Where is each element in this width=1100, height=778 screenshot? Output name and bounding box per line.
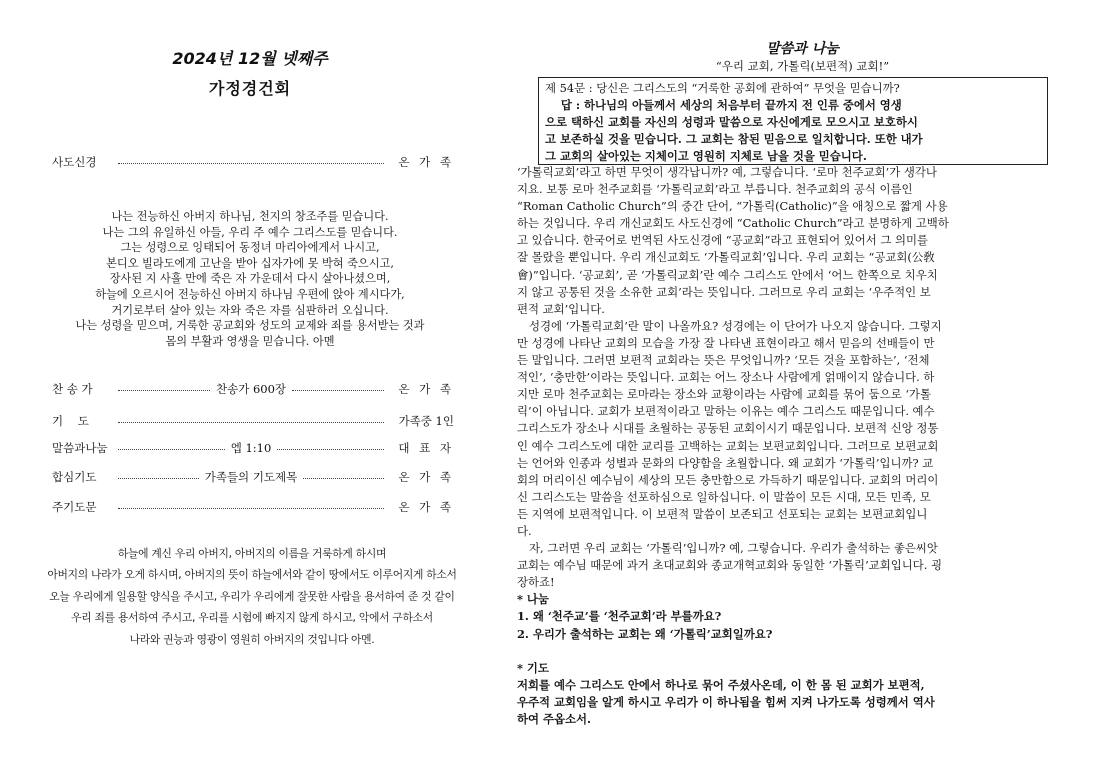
body-text: [517, 164, 1087, 728]
paragraph-line: 회의 머리이신 예수님이 세상의 모든 충만함으로 가득하기 때문입니다. 교회의 머리이: [517, 472, 939, 487]
row-value: 온 가 족: [398, 382, 454, 396]
paragraph-line: 잘 몰랐을 뿐입니다. 우리 개신교회도 ‘가톨릭교회’입니다. 우리 교회는 “공교회(公敎: [517, 250, 935, 265]
creed-line: 그는 성령으로 잉태되어 동정녀 마리아에게서 나시고,: [120, 241, 380, 255]
row-value: 가족중 1인: [398, 414, 454, 428]
row-value: 온 가 족: [398, 155, 454, 169]
catechism-answer-line: 답 : 하나님의 아들께서 세상의 처음부터 끝까지 전 인류 중에서 영생: [545, 98, 902, 112]
sharing-heading: * 나눔: [517, 592, 549, 607]
right-page: [505, 0, 1100, 778]
paragraph-line: 인 예수 그리스도에 대한 교리를 고백하는 교회는 보편교회입니다. 그러므로 보편교회: [517, 438, 939, 453]
row-detail: 엡 1:10: [230, 441, 272, 455]
catechism-box: [538, 77, 1048, 165]
creed-line: 본디오 빌라도에게 고난을 받아 십자가에 못 박혀 죽으시고,: [106, 256, 394, 270]
left-page: [0, 0, 500, 778]
dot-leader: [118, 505, 384, 509]
prayer-heading: * 기도: [517, 660, 549, 675]
paragraph-line: 편적 교회’입니다.: [517, 301, 605, 316]
paragraph-line: 자, 그러면 우리 교회는 ‘가톨릭’입니까? 예, 그렇습니다. 우리가 출석하는 좋은씨앗: [529, 541, 938, 556]
catechism-question: 제 54문 : 당신은 그리스도의 “거룩한 공회에 관하여” 무엇을 믿습니까?: [545, 81, 900, 95]
page-title: 가정경건회: [208, 79, 292, 98]
row-label: 말씀과나눔: [52, 441, 108, 455]
prayer-line: 하여 주옵소서.: [517, 711, 591, 726]
row-detail: 가족들의 기도제목: [204, 470, 298, 484]
creed-line: 몸의 부활과 영생을 믿습니다. 아멘: [165, 334, 335, 348]
order-row-sermon: [52, 439, 454, 457]
row-label: 사도신경: [52, 155, 97, 169]
row-label: 기 도: [52, 414, 89, 428]
paragraph-line: 하는 것입니다. 우리 개신교회도 사도신경에 “Catholic Church”라고 분명하게 고백하: [517, 216, 949, 231]
row-value: 온 가 족: [398, 470, 454, 484]
paragraph-line: 그리스도가 장소나 시대를 초월하는 공동된 교회이시기 때문입니다. 보편적 신앙 정통: [517, 421, 939, 436]
creed-line: 하늘에 오르시어 전능하신 아버지 하나님 우편에 앉아 계시다가,: [95, 287, 405, 301]
paragraph-line: 릭’이 아닙니다. 교회가 보편적이라고 말하는 이유는 예수 그리스도 때문입니다. 예수: [517, 404, 935, 419]
prayer-line: 우리 죄를 용서하여 주시고, 우리를 시험에 빠지지 않게 하시고, 악에서 구하소서: [71, 611, 433, 625]
paragraph-line: 신 그리스도는 말씀을 선포하심으로 일하십니다. 이 말씀이 모든 시대, 모든 민족, 모: [517, 489, 931, 504]
paragraph-line: 성경에 ‘가톨릭교회’란 말이 나올까요? 성경에는 이 단어가 나오지 않습니다. 그렇지: [529, 318, 942, 333]
service-date: 2024년 12월 넷째주: [172, 49, 328, 68]
catechism-answer-line: 으로 택하신 교회를 자신의 성령과 말씀으로 자신에게로 모으시고 보호하시: [545, 115, 918, 129]
paragraph-line: 다.: [517, 523, 532, 538]
dot-leader: [118, 160, 384, 164]
order-row-hymn: [52, 380, 454, 398]
order-row-prayer: [52, 412, 454, 430]
paragraph-line: 지 않고 공통된 것을 소유한 교회’라는 뜻입니다. 그러므로 우리 교회는 ‘우주적인 보: [517, 284, 931, 299]
paragraph-line: 적인’, ‘충만한’이라는 뜻입니다. 교회는 어느 장소나 사람에게 얽매이지 않습니다. 하: [517, 370, 935, 385]
creed-line: 거기로부터 살아 있는 자와 죽은 자를 심판하러 오십니다.: [111, 303, 389, 317]
catechism-answer-line: 고 보존하실 것을 믿습니다. 그 교회는 참된 믿음으로 일치합니다. 또한 내가: [545, 132, 923, 146]
prayer-line: 하늘에 계신 우리 아버지, 아버지의 이름을 거룩하게 하시며: [117, 547, 387, 560]
prayer-line: 나라와 권능과 영광이 영원히 아버지의 것입니다 아멘.: [129, 632, 375, 646]
row-label: 찬 송 가: [52, 382, 93, 396]
sharing-question: 1. 왜 ‘천주교’를 ‘천주교회’라 부를까요?: [517, 609, 722, 624]
lords-prayer-text: [22, 543, 482, 650]
catechism-answer-line: 그 교회의 살아있는 지체이고 영원히 지체로 남을 것을 믿습니다.: [545, 149, 867, 163]
dot-leader: [118, 469, 384, 485]
creed-line: 장사된 지 사흘 만에 죽은 자 가운데서 다시 살아나셨으며,: [109, 272, 391, 286]
apostles-creed-text: [30, 209, 470, 349]
paragraph-line: ‘가톨릭교회’라고 하면 무엇이 생각납니까? 예, 그렇습니다. ‘로마 천주교회’가 생각나: [517, 165, 937, 179]
order-row-lords-prayer: [52, 498, 454, 516]
creed-line: 나는 그의 유일하신 아들, 우리 주 예수 그리스도를 믿습니다.: [102, 225, 398, 239]
apostles-creed-row: [52, 153, 454, 171]
prayer-line: 오늘 우리에게 일용할 양식을 주시고, 우리가 우리에게 잘못한 사람을 용서하여 준 것 같이: [49, 589, 455, 603]
paragraph-line: 會)”입니다. ‘공교회’, 곧 ‘가톨릭교회’란 예수 그리스도 안에서 ‘어느 한쪽으로 치우치: [517, 267, 938, 282]
paragraph-line: 고 있습니다. 한국어로 번역된 사도신경에 “공교회”라고 표현되어 있어서 그 의미를: [517, 233, 928, 248]
paragraph-line: “Roman Catholic Church”의 중간 단어, “가톨릭(Catholic)”을 애칭으로 짧게 사용: [517, 199, 948, 214]
prayer-line: 우주적 교회임을 알게 하시고 우리가 이 하나됨을 힘써 지켜 나가도록 성령께서 역사: [517, 694, 935, 709]
row-label: 주기도문: [52, 500, 97, 514]
sharing-question: 2. 우리가 출석하는 교회는 왜 ‘가톨릭’교회일까요?: [517, 626, 773, 641]
row-label: 합심기도: [52, 470, 97, 484]
paragraph-line: 교회는 예수님 때문에 과거 초대교회와 종교개혁교회와 동일한 ‘가톨릭’교회입니다. 굉: [517, 558, 942, 573]
spacer: [517, 643, 1087, 660]
paragraph-line: 는 언어와 인종과 성별과 문화의 다양함을 초월합니다. 왜 교회가 ‘가톨릭’입니까? 교: [517, 455, 934, 470]
order-row-united-prayer: [52, 468, 454, 486]
paragraph-line: 지만 로마 천주교회는 로마라는 장소와 교황이라는 사람에 교회를 묶어 둠으로 ‘가톨: [517, 387, 931, 402]
paragraph-line: 든 말입니다. 그러면 보편적 교회라는 뜻은 무엇입니까? ‘모든 것을 포함하는’, ‘전체: [517, 353, 930, 368]
section-title: 말씀과 나눔: [766, 41, 839, 57]
dot-leader: [118, 381, 384, 397]
row-value: 온 가 족: [398, 500, 454, 514]
creed-line: 나는 성령을 믿으며, 거룩한 공교회와 성도의 교제와 죄를 용서받는 것과: [75, 319, 425, 333]
dot-leader: [118, 419, 384, 423]
section-subtitle: “우리 교회, 가톨릭(보편적) 교회!”: [715, 59, 890, 73]
paragraph-line: 지요. 보통 로마 천주교회를 ‘가톨릭교회’라고 부릅니다. 천주교회의 공식 이름인: [517, 182, 913, 197]
prayer-line: 아버지의 나라가 오게 하시며, 아버지의 뜻이 하늘에서와 같이 땅에서도 이루어지게 하소서: [47, 568, 457, 582]
paragraph-line: 만 성경에 나타난 교회의 모습을 가장 잘 나타낸 표현이라고 해서 믿음의 선배들이 만: [517, 335, 935, 350]
row-detail: 찬송가 600장: [215, 382, 287, 396]
paragraph-line: 든 지역에 보편적입니다. 이 보편적 말씀이 보존되고 선포되는 교회는 보편교회입니: [517, 506, 928, 521]
prayer-line: 저희를 예수 그리스도 안에서 하나로 묶어 주셨사온데, 이 한 몸 된 교회가 보편적,: [517, 677, 925, 692]
row-value: 대 표 자: [398, 441, 454, 455]
paragraph-line: 장하죠!: [517, 575, 555, 590]
dot-leader: [118, 440, 384, 456]
creed-line: 나는 전능하신 아버지 하나님, 천지의 창조주를 믿습니다.: [111, 210, 389, 223]
